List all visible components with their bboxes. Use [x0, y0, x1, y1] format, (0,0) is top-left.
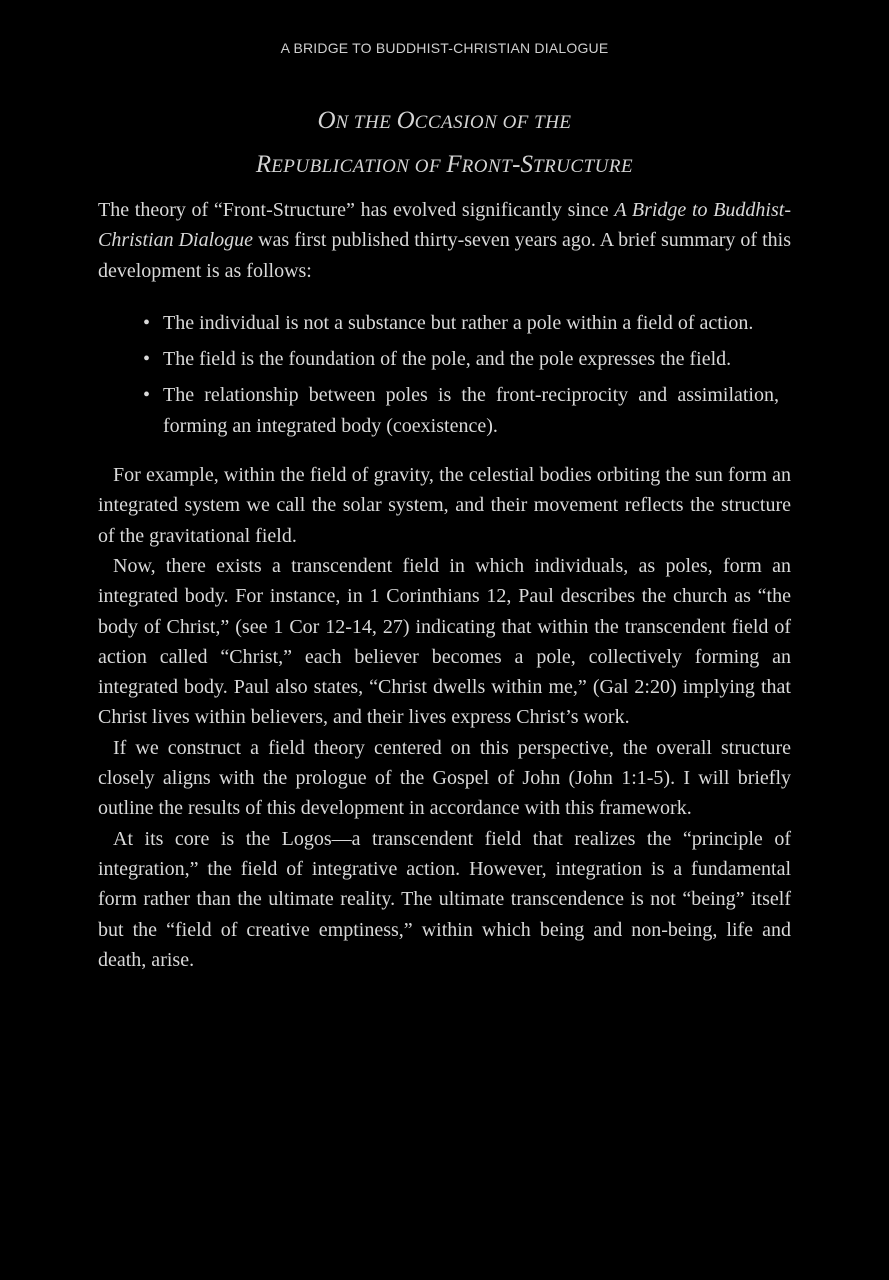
running-header: A BRIDGE TO BUDDHIST-CHRISTIAN DIALOGUE [280, 40, 609, 56]
summary-list [98, 308, 791, 441]
body-text [98, 195, 791, 975]
intro-paragraph: The theory of “Front-Structure” has evolved significantly since A Bridge to Buddhist-Christian Dialogue was first published thirty-seven years ago. A brief summary of this development is as follows: [98, 199, 791, 282]
book-title: A Bridge to Buddhist-Christian Dialogue [98, 199, 791, 252]
list-item: • The field is the foundation of the pole, and the pole expresses the field. [141, 344, 779, 374]
bullet-icon: • [143, 348, 151, 371]
chapter-title-line-2: REPUBLICATION OF FRONT-STRUCTURE [255, 151, 634, 178]
paragraph: For example, within the field of gravity, the celestial bodies orbiting the sun form an integrated system we call the solar system, and their movement reflects the structure of the gravitational field. [98, 464, 791, 547]
chapter-title-line-1: ON THE OCCASION OF THE [317, 107, 572, 134]
chapter-title [0, 100, 889, 188]
list-item: • The relationship between poles is the front-reciprocity and assimilation, forming an integrated body (coexistence). [141, 380, 779, 441]
list-item: • The individual is not a substance but rather a pole within a field of action. [141, 308, 779, 338]
paragraph: At its core is the Logos—a transcendent field that realizes the “principle of integration,” the field of integrative action. However, integration is a fundamental form rather than the ultimate reality. The ultimate transcendence is not “being” itself but the “field of creative emptiness,” within which being and non-being, life and death, arise. [98, 827, 791, 971]
paragraph: Now, there exists a transcendent field in which individuals, as poles, form an integrated body. For instance, in 1 Corinthians 12, Paul describes the church as “the body of Christ,” (see 1 Cor 12-14, 27) indicating that within the transcendent field of action called “Christ,” each believer becomes a pole, collectively forming an integrated body. Paul also states, “Christ dwells within me,” (Gal 2:20) implying that Christ lives within believers, and their lives express Christ’s work. [98, 554, 791, 729]
bullet-icon: • [143, 311, 151, 334]
bullet-icon: • [143, 384, 151, 407]
paragraph: If we construct a field theory centered on this perspective, the overall structure closely aligns with the prologue of the Gospel of John (John 1:1-5). I will briefly outline the results of this development in accordance with this framework. [98, 736, 791, 820]
